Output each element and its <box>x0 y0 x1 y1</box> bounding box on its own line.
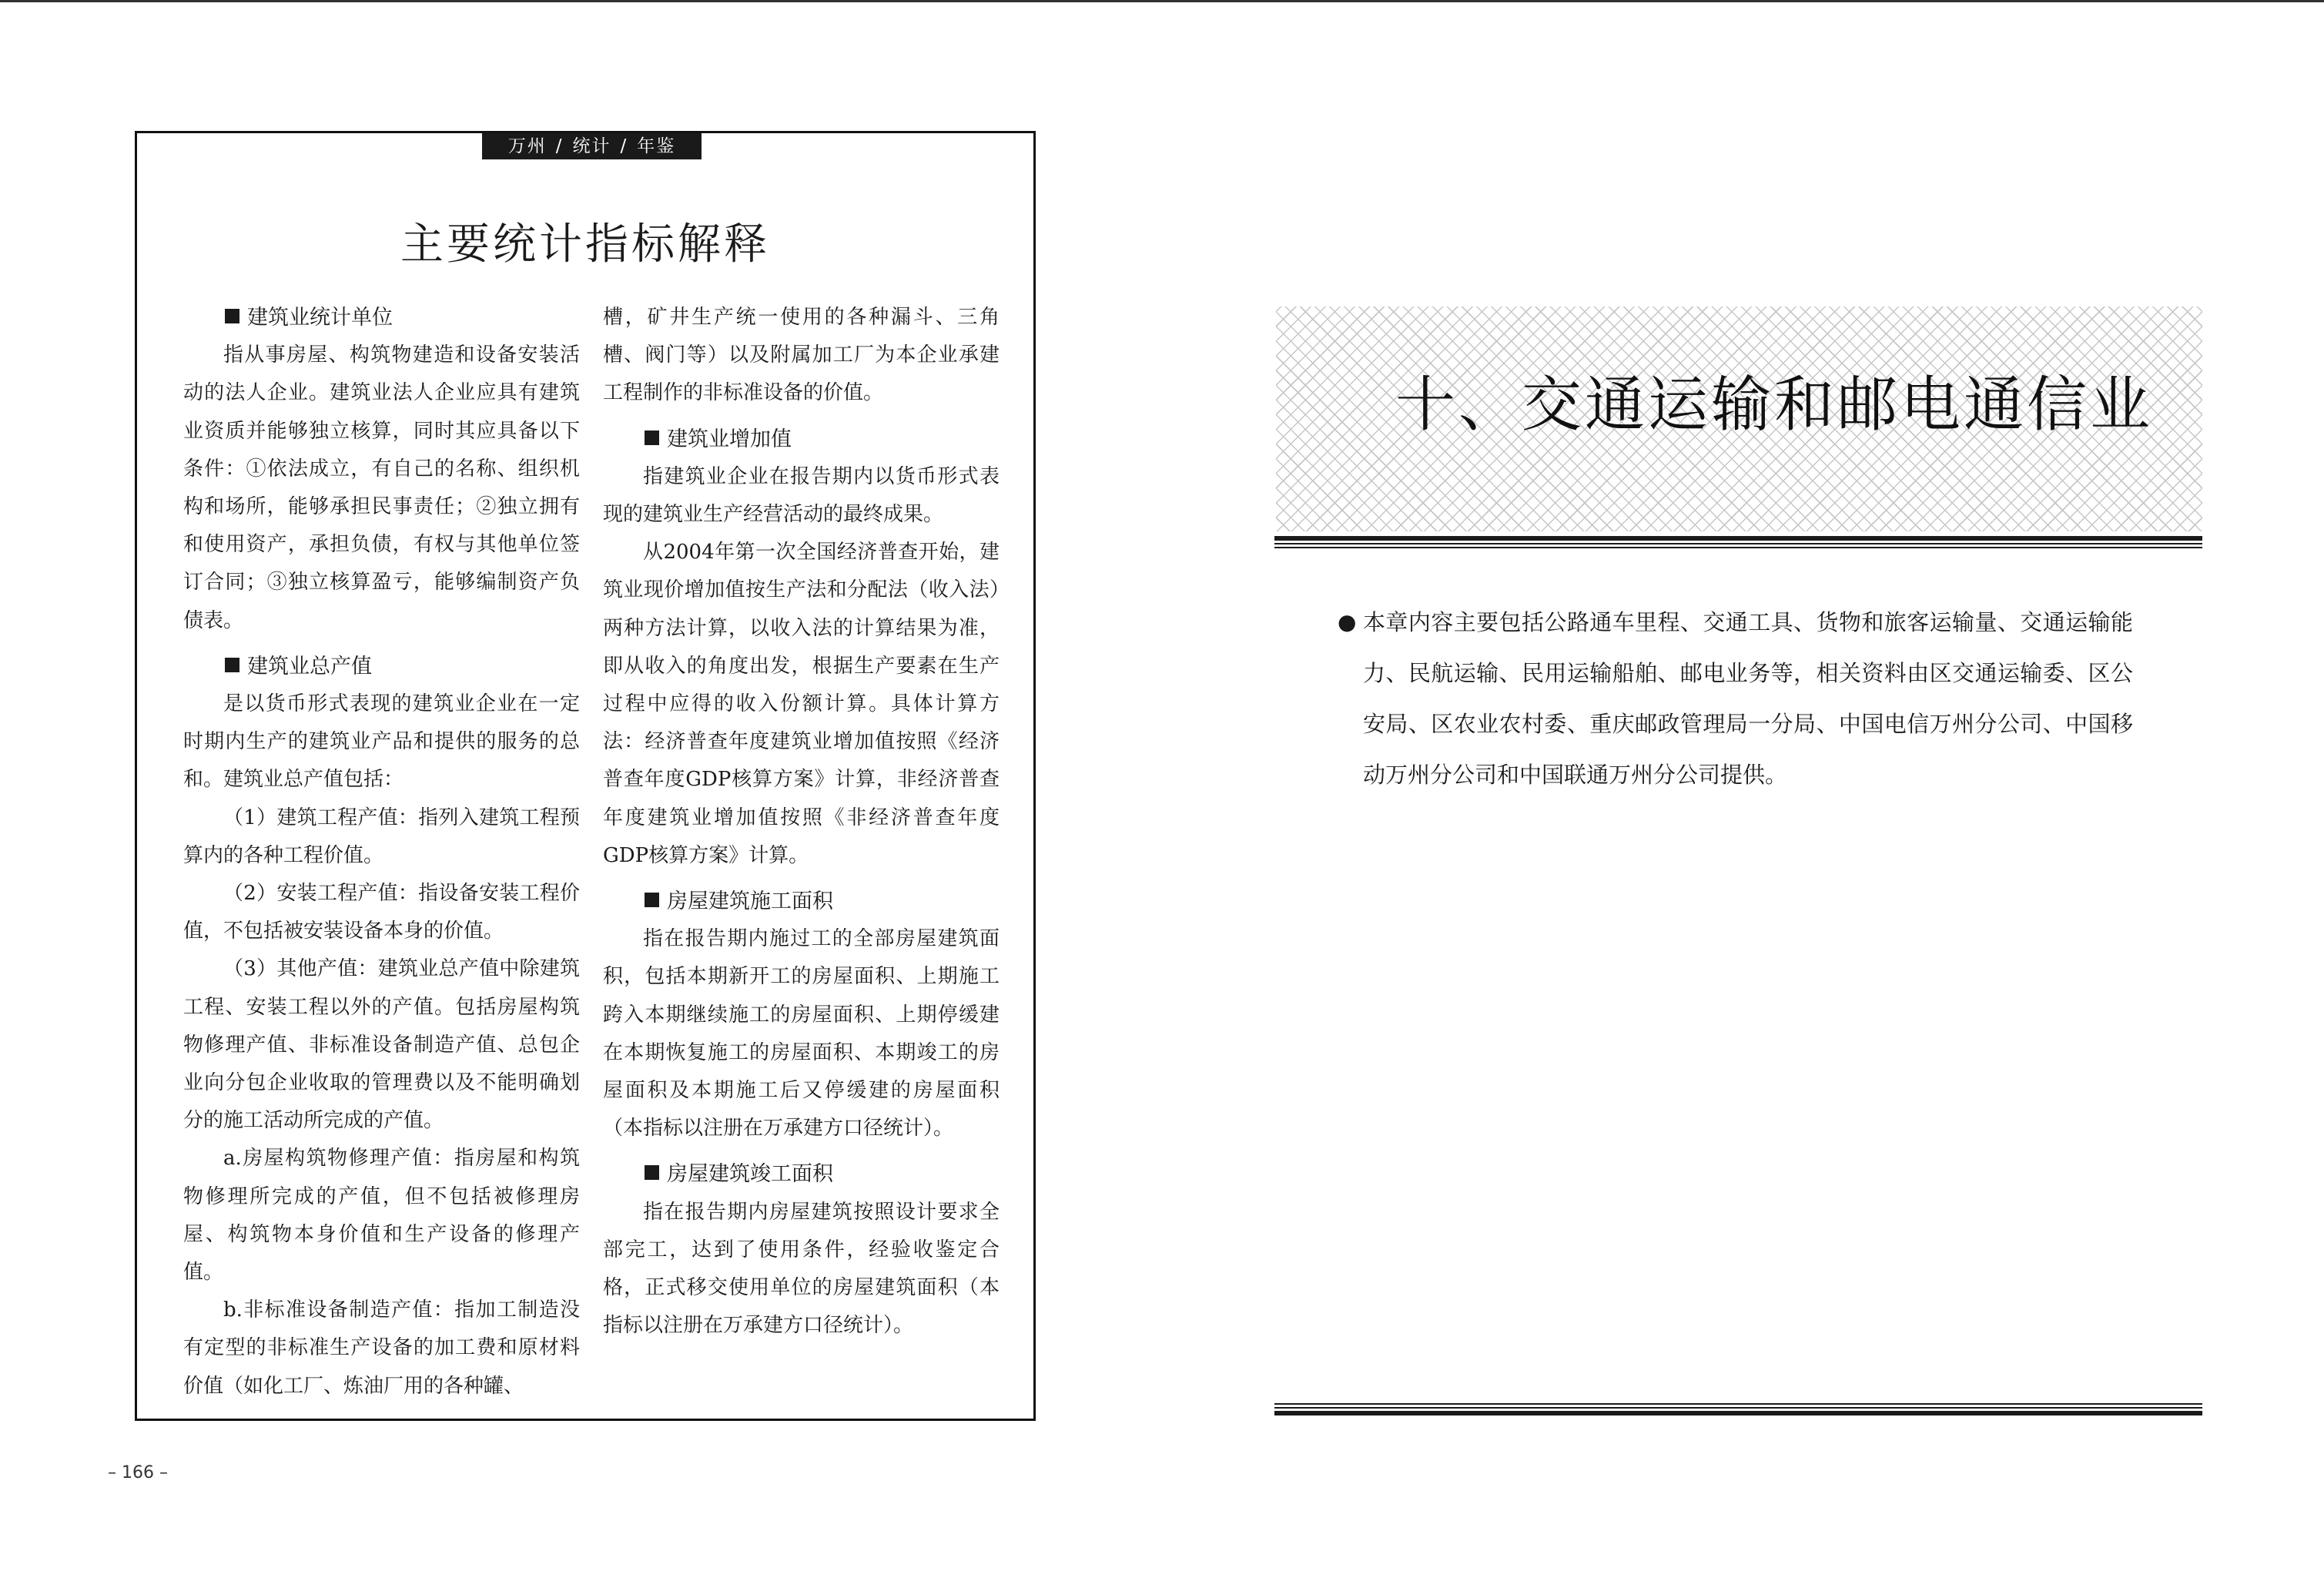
section-heading-text: 建筑业总产值 <box>247 654 372 678</box>
header-word-yearbook: 年鉴 <box>637 136 676 156</box>
page-number: – 166 – <box>108 1463 168 1482</box>
square-bullet-icon <box>645 431 659 445</box>
paragraph: （3）其他产值：建筑业总产值中除建筑工程、安装工程以外的产值。包括房屋构筑物修理产值、非标准设备制造产值、总包企业向分包企业收取的管理费以及不能明确划分的施工活动所完成的产值。 <box>183 957 580 1133</box>
chapter-banner <box>1276 307 2202 531</box>
section-heading-text: 建筑业统计单位 <box>247 306 393 330</box>
section-heading <box>603 1155 1000 1193</box>
text-column-right <box>603 299 1000 1345</box>
chapter-intro-text: 本章内容主要包括公路通车里程、交通工具、货物和旅客运输量、交通运输能力、民航运输、民用运输船舶、邮电业务等，相关资料由区交通运输委、区公安局、区农业农村委、重庆邮政管理局一分局、中国电信万州分公司、中国移动万州分公司和中国联通万州分公司提供。 <box>1363 609 2133 788</box>
paragraph: （1）建筑工程产值：指列入建筑工程预算内的各种工程价值。 <box>183 806 580 867</box>
paragraph: 指从事房屋、构筑物建造和设备安装活动的法人企业。建筑业法人企业应具有建筑业资质并能够独立核算，同时其应具备以下条件：①依法成立，有自己的名称、组织机构和场所，能够承担民事责任；②独立拥有和使用资产，承担负债，有权与其他单位签订合同；③独立核算盈亏，能够编制资产负债表。 <box>183 343 580 632</box>
paragraph: a.房屋构筑物修理产值：指房屋和构筑物修理所完成的产值，但不包括被修理房屋、构筑物本身价值和生产设备的修理产值。 <box>183 1147 580 1285</box>
header-word-statistics: 统计 <box>572 136 611 156</box>
paragraph: 是以货币形式表现的建筑业企业在一定时期内生产的建筑业产品和提供的服务的总和。建筑业总产值包括： <box>183 692 580 792</box>
section-heading <box>183 648 580 685</box>
chapter-title: 十、交通运输和邮电通信业 <box>1395 370 2153 440</box>
section-heading-text: 房屋建筑施工面积 <box>667 889 833 914</box>
header-separator: / <box>620 136 628 156</box>
section-heading-text: 房屋建筑竣工面积 <box>667 1162 833 1187</box>
section-heading <box>183 299 580 337</box>
paragraph: 指在报告期内房屋建筑按照设计要求全部完工，达到了使用条件，经验收鉴定合格，正式移交使用单位的房屋建筑面积（本指标以注册在万承建方口径统计）。 <box>603 1200 1000 1338</box>
header-word-wanzhou: 万州 <box>507 136 547 156</box>
chapter-intro <box>1338 597 2133 800</box>
paragraph: 指在报告期内施过工的全部房屋建筑面积，包括本期新开工的房屋面积、上期施工跨入本期继续施工的房屋面积、上期停缓建在本期恢复施工的房屋面积、本期竣工的房屋面积及本期施工后又停缓建的房屋面积（本指标以注册在万承建方口径统计）。 <box>603 927 1000 1141</box>
square-bullet-icon <box>225 658 239 672</box>
footer-double-rule <box>1274 1403 2202 1415</box>
paragraph: 从2004年第一次全国经济普查开始，建筑业现价增加值按生产法和分配法（收入法）两种方法计算，以收入法的计算结果为准，即从收入的角度出发，根据生产要素在生产过程中应得的收入份额计算。具体计算方法：经济普查年度建筑业增加值按照《经济普查年度GDP核算方案》计算，非经济普查年度建筑业增加值按照《非经济普查年度GDP核算方案》计算。 <box>603 541 1000 867</box>
top-edge-rule <box>0 0 2324 2</box>
square-bullet-icon <box>645 1165 659 1180</box>
page-title: 主要统计指标解释 <box>400 219 770 270</box>
header-separator: / <box>555 136 564 156</box>
text-column-left <box>183 299 580 1405</box>
paragraph: （2）安装工程产值：指设备安装工程价值，不包括被安装设备本身的价值。 <box>183 882 580 943</box>
paragraph: 指建筑业企业在报告期内以货币形式表现的建筑业生产经营活动的最终成果。 <box>603 464 1000 527</box>
banner-double-rule <box>1274 536 2202 548</box>
square-bullet-icon <box>225 309 239 323</box>
section-heading-text: 建筑业增加值 <box>667 427 792 451</box>
indicator-explanation-frame <box>135 131 1036 1421</box>
section-heading <box>603 883 1000 920</box>
paragraph: 槽，矿井生产统一使用的各种漏斗、三角槽、阀门等）以及附属加工厂为本企业承建工程制作的非标准设备的价值。 <box>603 306 1000 405</box>
section-heading <box>603 420 1000 458</box>
bullet-dot-icon: ● <box>1338 609 1357 635</box>
square-bullet-icon <box>645 893 659 907</box>
yearbook-header-tab <box>482 133 702 159</box>
paragraph: b.非标准设备制造产值：指加工制造没有定型的非标准生产设备的加工费和原材料价值（如化工厂、炼油厂用的各种罐、 <box>183 1298 580 1398</box>
